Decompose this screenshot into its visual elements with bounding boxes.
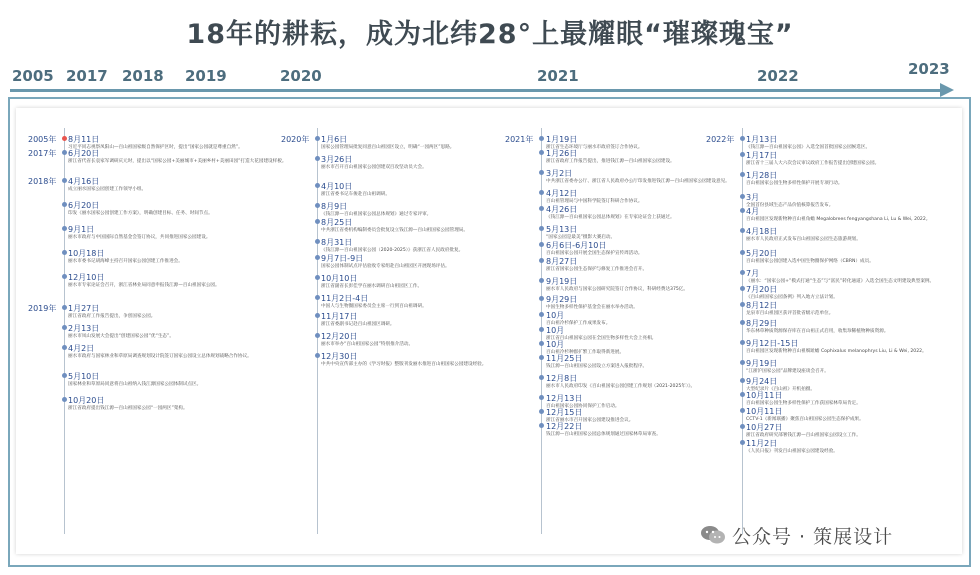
milestone-date: 9月24日 [746, 377, 778, 386]
timeline-year-2017: 2017 [66, 67, 108, 85]
timeline-axis [10, 89, 945, 92]
milestone-description: 成立丽水国家公园创建工作领导小组。 [68, 187, 147, 192]
milestone-dot [539, 136, 544, 141]
milestone-description: 钱江源—百山祖国家公园总体规划通过国家林草局审查。 [546, 432, 661, 437]
milestone-description: 百山祖园区发现新物种百山祖细趾蟾 Cophixalus melanophrys Liu, Li & Wei, 2022。 [746, 349, 927, 354]
milestone-description: “国家公园是最美”摄影大赛启动。 [546, 235, 616, 240]
milestone-description: 丽水市举办“百山祖国家公园”特别推介活动。 [321, 342, 414, 347]
milestone-description: 丽水市凤山发展大会提出“创建国家公园”优“生态”。 [68, 334, 174, 339]
milestone-dot [740, 250, 745, 255]
milestone-date: 5月13日 [546, 225, 578, 234]
milestone-date: 6月6日-6月10日 [546, 241, 607, 250]
milestone-description: 国家公园体制试点评估验收专家组赴百山祖园区开展现场评估。 [321, 264, 450, 269]
year-timeline [0, 60, 980, 100]
milestone-dot [315, 203, 320, 208]
milestone-date: 11月25日 [546, 354, 583, 363]
milestone-date: 10月10日 [321, 274, 358, 283]
milestone-dot [62, 226, 67, 231]
milestone-description: 百山祖管理局与中国科学院签订科研合作协议。 [546, 199, 643, 204]
milestone-description: 浙江省百山祖国家公园在全国生物多样性大会上亮相。 [546, 336, 657, 341]
milestone-dot [62, 136, 67, 141]
page-title: 18年的耕耘，成为北纬28°上最耀眼“璀璨瑰宝” [186, 19, 794, 50]
milestone-description: 《丽水：“国家公园+”模式打通“生态”与“富民”转化通道》入选全国生态文明建设典型案例。 [746, 279, 935, 284]
milestone-year: 2020年 [281, 135, 310, 144]
milestone-year: 2018年 [28, 177, 57, 186]
milestone-description: 百山祖园区发现新物种百山祖角蟾 Megalobrees fengyangshana Li, Lu & Wei, 2022。 [746, 217, 931, 222]
milestone-dot [740, 408, 745, 413]
milestone-dot [740, 270, 745, 275]
milestones-panel [16, 108, 962, 554]
milestone-date: 10月11日 [746, 391, 783, 400]
milestone-description: 百山祖国家公园创建入选中国生物圈保护网络（CBRN）成员。 [746, 259, 874, 264]
milestone-date: 8月12日 [746, 301, 778, 310]
milestone-dot [539, 258, 544, 263]
milestone-description: 丽水市政府与中国国际自然基金会签订协议，共同推进国家公园建设。 [68, 235, 211, 240]
milestone-description: 钱江源—百山祖国家公园设立方案进入报批程序。 [546, 364, 648, 369]
milestone-date: 4月2日 [68, 344, 95, 353]
milestone-date: 1月26日 [546, 149, 578, 158]
milestone-date: 5月20日 [746, 249, 778, 258]
milestone-date: 11月17日 [321, 312, 358, 321]
milestone-description: 浙江省委书记车俊赴百山祖调研。 [321, 192, 390, 197]
milestone-description: 浙江省政府工作报告提出，争创国家公园。 [68, 314, 156, 319]
milestone-dot [539, 355, 544, 360]
milestone-date: 11月2日-4日 [321, 294, 369, 303]
milestone-date: 5月10日 [68, 372, 100, 381]
timeline-year-2005: 2005 [12, 67, 54, 85]
milestone-description: 百山祖冷杉种群扩繁工作取得新进展。 [546, 350, 625, 355]
milestone-description: 浙江省委副书记赴百山祖园区调研。 [321, 322, 395, 327]
milestone-description: 浙江省生态环境厅与丽水市政府签订合作协议。 [546, 145, 643, 150]
milestone-date: 8月29日 [746, 319, 778, 328]
milestone-description: 丽水市人民政府印发《百山祖国家公园创建工作规划（2021-2025年）》。 [546, 384, 696, 389]
milestone-date: 7月 [746, 269, 760, 278]
milestone-description: 《人民日报》刊发百山祖国家公园建设经验。 [746, 449, 838, 454]
milestone-dot [539, 206, 544, 211]
milestone-date: 12月20日 [321, 332, 358, 341]
milestone-dot [62, 325, 67, 330]
milestone-date: 4月 [746, 207, 760, 216]
milestone-date: 2月13日 [68, 324, 100, 333]
milestone-description: 浙江省国家公园生态保护与修复工作推进会召开。 [546, 267, 648, 272]
milestone-description: “江浙沪国家公园”品牌建设座谈会召开。 [746, 369, 829, 374]
milestone-description: 丽水市委书记胡海峰主持召开国家公园创建工作推进会。 [68, 259, 183, 264]
milestone-dot [62, 250, 67, 255]
milestone-dot [740, 378, 745, 383]
milestone-description: 浙江省政府提出钱江源—百山祖国家公园“一园两区”架构。 [68, 406, 188, 411]
milestone-date: 3月26日 [321, 155, 353, 164]
milestone-date: 12月8日 [546, 374, 578, 383]
milestone-dot [539, 327, 544, 332]
milestone-description: 龙泉市百山祖园区获评首批省级示范单位。 [746, 311, 834, 316]
milestone-dot [740, 136, 745, 141]
milestone-description: 浙江省十三届人大六次会议审议政府工作报告提出创建国家公园。 [746, 161, 880, 166]
milestone-date: 10月27日 [746, 423, 783, 432]
milestone-date: 9月29日 [546, 295, 578, 304]
milestone-date: 8月25日 [321, 218, 353, 227]
milestone-description: 浙江省政府研究部署钱江源—百山祖国家公园设立工作。 [746, 433, 861, 438]
milestone-dot [740, 440, 745, 445]
milestone-date: 9月19日 [546, 277, 578, 286]
milestone-description: 百山祖国家公园协同保护工作启动。 [546, 404, 620, 409]
milestone-dot [539, 409, 544, 414]
milestone-date: 4月26日 [546, 205, 578, 214]
milestone-description: 《钱江源—百山祖国家公园总体规划》通过专家评审。 [321, 212, 432, 217]
milestone-dot [315, 295, 320, 300]
milestone-dot [740, 392, 745, 397]
milestone-date: 12月15日 [546, 408, 583, 417]
milestone-date: 10月 [546, 311, 565, 320]
milestone-date: 12月30日 [321, 352, 358, 361]
milestone-date: 1月19日 [546, 135, 578, 144]
milestone-dot [539, 278, 544, 283]
milestone-date: 6月20日 [68, 201, 100, 210]
milestone-dot [740, 172, 745, 177]
milestone-date: 1月28日 [746, 171, 778, 180]
milestone-description: 百山祖冷杉保护工作成果发布。 [546, 321, 611, 326]
milestone-date: 12月10日 [68, 273, 105, 282]
milestone-description: 浙江省政府工作报告提出，推进钱江源—百山祖国家公园建设。 [546, 159, 675, 164]
milestone-dot [315, 239, 320, 244]
milestone-date: 8月27日 [546, 257, 578, 266]
milestone-dot [315, 333, 320, 338]
milestone-dot [740, 320, 745, 325]
timeline-year-2020: 2020 [280, 67, 322, 85]
milestone-dot [315, 255, 320, 260]
milestone-dot [315, 156, 320, 161]
milestone-date: 8月9日 [321, 202, 348, 211]
column-axis [317, 128, 318, 534]
milestone-date: 12月22日 [546, 422, 583, 431]
milestone-description: 浙江省丽水市召开国家公园建设推进会议。 [546, 418, 634, 423]
column-axis [742, 128, 743, 534]
milestone-dot [62, 202, 67, 207]
timeline-year-2023: 2023 [908, 60, 950, 78]
milestone-description: 浙江省副省长彭佳学在丽水调研百山祖园区工作。 [321, 284, 423, 289]
milestone-description: 大型纪录片《百山祖》开机拍摄。 [746, 387, 815, 392]
watermark [700, 520, 893, 550]
milestone-dot [62, 150, 67, 155]
milestone-date: 1月17日 [746, 151, 778, 160]
milestone-date: 4月16日 [68, 177, 100, 186]
milestone-year: 2005年 [28, 135, 57, 144]
milestone-description: 《百山祖国家公园条例》列入地方立法计划。 [746, 295, 838, 300]
milestone-description: 丽水市人民政府正式发布百山祖国家公园生态旅游规划。 [746, 237, 861, 242]
milestone-date: 4月18日 [746, 227, 778, 236]
milestone-dot [539, 395, 544, 400]
milestone-dot [539, 170, 544, 175]
timeline-year-2018: 2018 [122, 67, 164, 85]
milestone-dot [740, 360, 745, 365]
milestone-date: 8月11日 [68, 135, 100, 144]
milestone-date: 4月10日 [321, 182, 353, 191]
milestone-dot [315, 275, 320, 280]
milestone-dot [315, 353, 320, 358]
milestone-dot [740, 228, 745, 233]
milestone-date: 10月20日 [68, 396, 105, 405]
milestone-description: 中共浙江省委办公厅、浙江省人民政府办公厅印发推进钱江源—百山祖国家公园建设意见。 [546, 179, 730, 184]
milestone-date: 11月2日 [746, 439, 778, 448]
milestone-dot [315, 219, 320, 224]
milestone-date: 10月18日 [68, 249, 105, 258]
milestone-dot [740, 302, 745, 307]
timeline-arrow-icon [940, 83, 954, 97]
milestone-description: 丽水市人民政府与国家公园研究院签订合作协议，科研经费达375亿。 [546, 287, 688, 292]
milestone-dot [62, 305, 67, 310]
milestone-date: 1月6日 [321, 135, 348, 144]
milestone-description: 中国生物多样性保护基金会在丽水举办活动。 [546, 305, 638, 310]
milestone-description: 《钱江源—百山祖国家公园总体规划》在专家论证会上获通过。 [546, 215, 675, 220]
milestone-dot [62, 274, 67, 279]
milestone-date: 6月20日 [68, 149, 100, 158]
milestone-dot [740, 208, 745, 213]
content-frame [8, 97, 971, 567]
milestone-description: 习近平同志视察凤阳山—百山祖国家级自然保护区时，提出“国家公园就是尊重自然”。 [68, 145, 243, 150]
milestone-date: 9月19日 [746, 359, 778, 368]
milestone-year: 2022年 [706, 135, 735, 144]
milestone-date: 7月20日 [746, 285, 778, 294]
milestone-description: 《钱江源—百山祖国家公园（2020-2025）》获浙江省人民政府批复。 [321, 248, 464, 253]
milestone-description: 全国首份县域生态产品价值核算报告发布。 [746, 203, 834, 208]
milestone-description: 丽水市专家论证会召开，浙江省林业局同意申报钱江源—百山祖国家公园。 [68, 283, 220, 288]
milestone-date: 10月 [546, 340, 565, 349]
milestone-year: 2019年 [28, 304, 57, 313]
milestone-dot [539, 226, 544, 231]
milestone-description: 百山祖国家公园生物多样性保护工作获国家林草局肯定。 [746, 401, 861, 406]
milestone-dot [539, 150, 544, 155]
milestone-date: 3月 [746, 193, 760, 202]
milestone-description: 百山祖国家公园生物多样性保护开展专项行动。 [746, 181, 843, 186]
milestone-description: 丽水市政府与国家林业和草原局调查规划设计院签订国家公园设立总体规划战略合作协议。 [68, 354, 252, 359]
milestone-description: 国家公园管理局批复同意百山祖园区设立，明确“一园两区”思路。 [321, 145, 455, 150]
milestone-description: 国家林业和草原局同意将百山祖纳入钱江源国家公园体制试点区。 [68, 382, 202, 387]
milestone-dot [539, 341, 544, 346]
milestone-description: 百山祖国家公园开展全国生态保护宣传周活动。 [546, 251, 643, 256]
milestone-dot [62, 178, 67, 183]
milestone-year: 2017年 [28, 149, 57, 158]
timeline-year-2022: 2022 [757, 67, 799, 85]
milestone-description: 中共浙江省委机构编制委员会批复设立钱江源—百山祖国家公园管理局。 [321, 228, 469, 233]
milestone-description: CCTV-1《新闻联播》聚焦百山祖国家公园生态保护成果。 [746, 417, 864, 422]
milestone-date: 10月11日 [746, 407, 783, 416]
timeline-year-2021: 2021 [537, 67, 579, 85]
milestone-date: 1月27日 [68, 304, 100, 313]
milestone-date: 10月 [546, 326, 565, 335]
milestone-date: 12月13日 [546, 394, 583, 403]
milestone-date: 9月1日 [68, 225, 95, 234]
milestone-dot [740, 340, 745, 345]
milestone-dot [539, 190, 544, 195]
milestone-description: 印发《丽水国家公园创建工作方案》，明确创建目标、任务、时间节点。 [68, 211, 213, 216]
milestone-date: 4月12日 [546, 189, 578, 198]
milestone-dot [740, 424, 745, 429]
wechat-icon [700, 525, 726, 545]
milestone-date: 1月13日 [746, 135, 778, 144]
milestone-dot [315, 313, 320, 318]
milestone-dot [539, 296, 544, 301]
watermark-text: 公众号 · 策展设计 [732, 525, 894, 548]
milestone-dot [539, 423, 544, 428]
milestone-description: 华东林草种质资源保存库在百山祖正式启用，收集珍稀植物种质资源。 [746, 329, 889, 334]
milestone-dot [62, 397, 67, 402]
milestone-dot [740, 152, 745, 157]
milestone-dot [62, 345, 67, 350]
milestone-dot [539, 375, 544, 380]
milestone-date: 3月2日 [546, 169, 573, 178]
milestone-dot [539, 312, 544, 317]
milestone-dot [740, 286, 745, 291]
milestone-year: 2021年 [505, 135, 534, 144]
timeline-year-2019: 2019 [185, 67, 227, 85]
milestone-dot [740, 194, 745, 199]
milestone-date: 9月7日-9日 [321, 254, 364, 263]
milestone-dot [539, 242, 544, 247]
milestone-dot [62, 373, 67, 378]
milestone-dot [315, 136, 320, 141]
milestone-description: 中共中央宣传部主办的《学习时报》整版刊发丽水推进百山祖国家公园建设经验。 [321, 362, 487, 367]
milestone-description: 《钱江源—百山祖国家公园》入选全国首批国家公园候选区。 [746, 145, 871, 150]
milestone-description: 中国人与生物圈国家委员会主席一行到百山祖调研。 [321, 304, 427, 309]
milestone-description: 丽水市召开百山祖国家公园创建双百攻坚动员大会。 [321, 165, 427, 170]
milestone-dot [315, 183, 320, 188]
milestone-description: 浙江省代省长袁家军调研庆元时，提出以“国家公园+美丽城市+美丽乡村+美丽田园”打造大花园建设样板。 [68, 159, 287, 164]
milestone-date: 9月12日-15日 [746, 339, 799, 348]
milestone-date: 8月31日 [321, 238, 353, 247]
column-axis [64, 128, 65, 534]
